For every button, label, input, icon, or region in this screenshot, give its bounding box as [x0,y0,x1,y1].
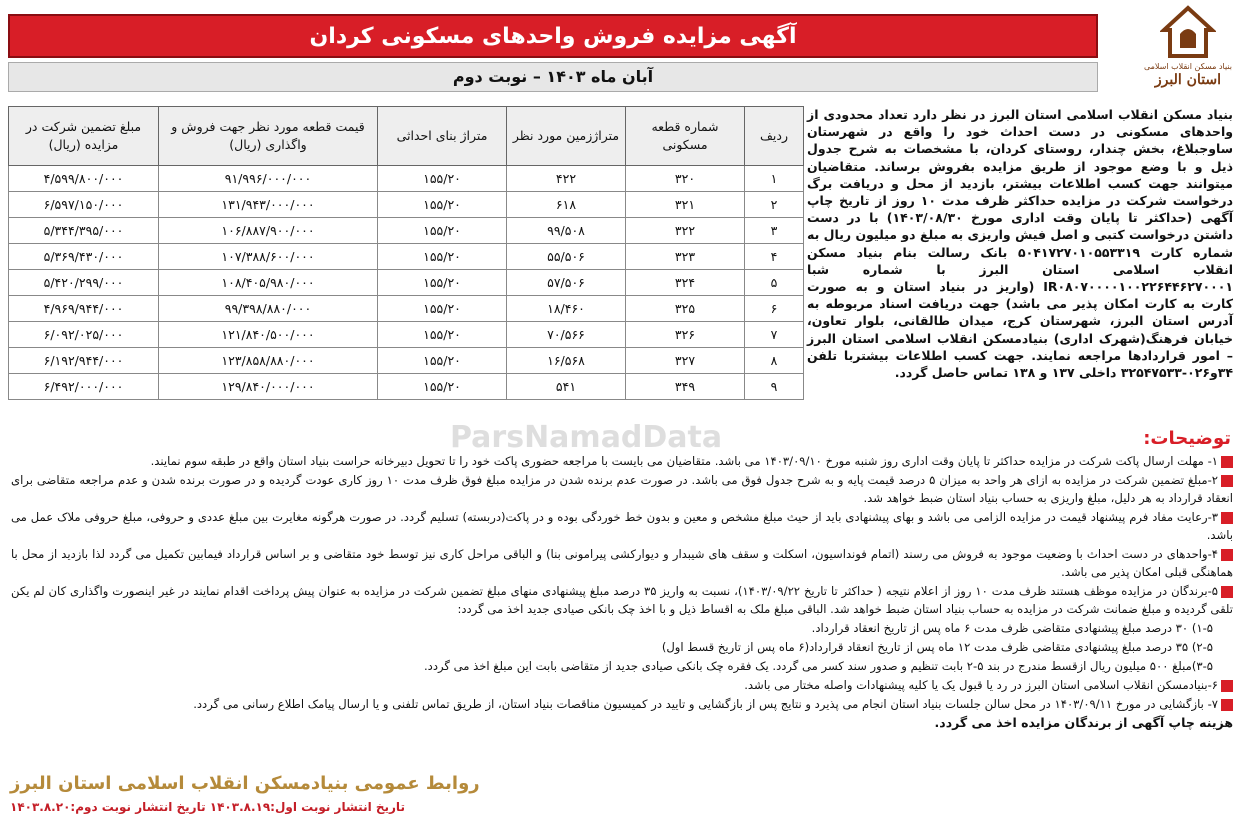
table-cell: ۱۰۷/۳۸۸/۶۰۰/۰۰۰ [159,244,378,270]
table-cell: ۵/۳۶۹/۴۳۰/۰۰۰ [9,244,159,270]
col-header-row-number: ردیف [745,107,804,166]
table-cell: ۱۲۱/۸۴۰/۵۰۰/۰۰۰ [159,322,378,348]
table-cell: ۳۲۶ [626,322,745,348]
table-row [9,296,804,322]
organization-logo [1143,4,1233,104]
table-cell: ۳۲۳ [626,244,745,270]
bullet-icon [1221,699,1233,711]
note-item: ۵-برندگان در مزایده موظف هستند ظرف مدت ۱۰ روز از اعلام نتیجه ( حداکثر تا تاریخ ۱۴۰۳/۰۹/۲۲)، نسبت به واریز ۳۵ درصد مبلغ پیشنهادی منهای مبلغ تضمین شرکت در مزایده به عنوان پیش پرداخت اقدام نمایند در غیر اینصورت واگذاری کان لم یکن تلقی گردیده و مبلغ ضمانت شرکت در مزایده به حساب بنیاد استان ضبط خواهد شد. الباقی مبلغ ملک به اقساط ذیل و با اخذ چک بانکی صیادی جدید اخذ می گردد: [11,584,1233,616]
col-header-price: قیمت قطعه مورد نظر جهت فروش و واگذاری (ریال) [159,107,378,166]
table-cell: ۱۵۵/۲۰ [378,348,507,374]
table-cell: ۳۲۲ [626,218,745,244]
note-item: ۱- مهلت ارسال پاکت شرکت در مزایده حداکثر تا پایان وقت اداری روز شنبه مورخ ۱۴۰۳/۰۹/۱۰ می باشد. متقاضیان می بایست با مراجعه حضوری پاکت خود را تا تحویل دبیرخانه حراست بنیاد استان واقع در طبقه سوم نمایند. [11,452,1233,470]
col-header-guarantee: مبلغ تضمین شرکت در مزایده (ریال) [9,107,159,166]
table-cell: ۶۱۸ [507,192,626,218]
note-item: ۲-مبلغ تضمین شرکت در مزایده به ازای هر واحد به میزان ۵ درصد قیمت پایه و به شرح جدول فوق می باشد. در صورت عدم برنده شدن در مزایده مبلغ فوق ظرف مدت ۱۰ روز کاری عودت گردیده و در صورت برنده شدن و عدم مراجعه متقاضی برای انعقاد قرارداد به هر دلیل، مبلغ واریزی به حساب بنیاد استان ضبط خواهد شد. [11,473,1233,505]
table-cell: ۵ [745,270,804,296]
notes-title: توضیحات: [1143,428,1231,449]
sub-note-item: ۳-۵)مبلغ ۵۰۰ میلیون ریال ازقسط مندرج در بند ۵-۲ بابت تنظیم و صدور سند کسر می گردد. یک فقره چک بانکی صیادی جدید از متقاضی بابت این مبلغ اخذ می گردد. [423,659,1213,673]
table-cell: ۳ [745,218,804,244]
table-row [9,166,804,192]
table-cell: ۶/۵۹۷/۱۵۰/۰۰۰ [9,192,159,218]
note-item: ۴-واحدهای در دست احداث با وضعیت موجود به فروش می رسند (اتمام فونداسیون، اسکلت و سقف های شیبدار و دیوارکشی پیرامونی بنا) و الباقی مراحل کاری نیز توسط خود متقاضی و بر اساس قرارداد فیمابین تکمیل می گردد لذا بازدید از محل با هماهنگی قبلی امکان پذیر می باشد. [11,547,1233,579]
note-item: ۷- بازگشایی در مورخ ۱۴۰۳/۰۹/۱۱ در محل سالن جلسات بنیاد استان انجام می پذیرد و نتایج پس از بازگشایی و تایید در کمیسیون مناقصات بنیاد استان، از طریق تماس تلفنی و یا ارسال پیامک اطلاع رسانی می گردد. [11,695,1233,713]
table-cell: ۸ [745,348,804,374]
table-cell: ۶/۴۹۲/۰۰۰/۰۰۰ [9,374,159,400]
table-cell: ۱۵۵/۲۰ [378,192,507,218]
page-subtitle: آبان ماه ۱۴۰۳ – نوبت دوم [8,62,1098,92]
bullet-icon [1221,586,1233,598]
table-cell: ۱۶/۵۶۸ [507,348,626,374]
table-header-row [9,107,804,166]
table-cell: ۷۰/۵۶۶ [507,322,626,348]
sub-note-item: ۱-۵) ۳۰ درصد مبلغ پیشنهادی متقاضی ظرف مدت ۶ ماه پس از تاریخ انعقاد قرارداد. [811,621,1213,635]
table-row [9,348,804,374]
table-row [9,322,804,348]
col-header-building-area: متراژ بنای احداثی [378,107,507,166]
table-cell: ۱۲۹/۸۴۰/۰۰۰/۰۰۰ [159,374,378,400]
notes-section [11,452,1233,733]
table-cell: ۷ [745,322,804,348]
table-cell: ۶/۱۹۲/۹۴۴/۰۰۰ [9,348,159,374]
bullet-icon [1221,680,1233,692]
logo-org-text: بنیاد مسکن انقلاب اسلامی [1143,62,1233,71]
note-item: ۳-رعایت مفاد فرم پیشنهاد قیمت در مزایده الزامی می باشد و بهای پیشنهادی باید از حیث مبلغ مشخص و معین و بدون خط خوردگی بوده و در پاکت(دربسته) تسلیم گردد. در صورت هرگونه مغایرت بین مبلغ عددی و حروفی، مبلغ حروفی ملاک عمل می باشد. [11,510,1233,542]
table-cell: ۳۲۱ [626,192,745,218]
table-cell: ۱۵۵/۲۰ [378,270,507,296]
col-header-land-area: متراژزمین مورد نظر [507,107,626,166]
table-cell: ۹ [745,374,804,400]
footer-dates: تاریخ انتشار نوبت اول:۱۴۰۳.۸.۱۹ تاریخ انتشار نوبت دوم:۱۴۰۳.۸.۲۰ [10,800,405,814]
table-cell: ۱۰۶/۸۸۷/۹۰۰/۰۰۰ [159,218,378,244]
table-cell: ۵۵/۵۰۶ [507,244,626,270]
bullet-icon [1221,549,1233,561]
table-cell: ۹۱/۹۹۶/۰۰۰/۰۰۰ [159,166,378,192]
footer-org: روابط عمومی بنیادمسکن انقلاب اسلامی استان البرز [10,773,480,794]
sub-note-item: ۲-۵) ۳۵ درصد مبلغ پیشنهادی متقاضی ظرف مدت ۱۲ ماه پس از تاریخ انعقاد قرارداد(۶ ماه پس از تاریخ قسط اول) [661,640,1213,654]
table-cell: ۵۴۱ [507,374,626,400]
table-cell: ۹۹/۵۰۸ [507,218,626,244]
auction-table [8,106,804,400]
col-header-plot-number: شماره قطعه مسکونی [626,107,745,166]
table-cell: ۴ [745,244,804,270]
table-cell: ۱۵۵/۲۰ [378,218,507,244]
house-emblem-icon [1160,4,1216,60]
table-cell: ۱۵۵/۲۰ [378,244,507,270]
table-row [9,192,804,218]
bullet-icon [1221,475,1233,487]
table-cell: ۶ [745,296,804,322]
table-cell: ۱۵۵/۲۰ [378,374,507,400]
table-cell: ۹۹/۳۹۸/۸۸۰/۰۰۰ [159,296,378,322]
bullet-icon [1221,456,1233,468]
final-note: هزینه چاپ آگهی از برندگان مزایده اخذ می گردد. [934,715,1233,730]
table-cell: ۱۵۵/۲۰ [378,296,507,322]
table-cell: ۵/۳۴۴/۳۹۵/۰۰۰ [9,218,159,244]
table-cell: ۴/۵۹۹/۸۰۰/۰۰۰ [9,166,159,192]
table-cell: ۱۳۱/۹۴۳/۰۰۰/۰۰۰ [159,192,378,218]
table-cell: ۵۷/۵۰۶ [507,270,626,296]
logo-province-text: استان البرز [1154,72,1222,88]
table-cell: ۳۴۹ [626,374,745,400]
watermark: ParsNamadData [450,420,723,455]
table-cell: ۵/۴۲۰/۲۹۹/۰۰۰ [9,270,159,296]
table-row [9,270,804,296]
table-row [9,244,804,270]
table-row [9,374,804,400]
page-title: آگهی مزایده فروش واحدهای مسکونی کردان [8,14,1098,58]
table-cell: ۳۲۷ [626,348,745,374]
table-cell: ۱۲۳/۸۵۸/۸۸۰/۰۰۰ [159,348,378,374]
table-cell: ۱۵۵/۲۰ [378,166,507,192]
table-cell: ۳۲۵ [626,296,745,322]
table-cell: ۱۸/۴۶۰ [507,296,626,322]
table-cell: ۱۰۸/۴۰۵/۹۸۰/۰۰۰ [159,270,378,296]
table-cell: ۲ [745,192,804,218]
table-cell: ۳۲۴ [626,270,745,296]
table-cell: ۶/۰۹۲/۰۲۵/۰۰۰ [9,322,159,348]
table-cell: ۱ [745,166,804,192]
intro-paragraph: بنیاد مسکن انقلاب اسلامی استان البرز در نظر دارد تعداد محدودی از واحدهای مسکونی در دست احداث خود را واقع در شهرستان ساوجبلاغ، بخش چندار، روستای کردان، با مشخصات به شرح جدول ذیل و با وضع موجود از طریق مزایده بفروش برساند. متقاضیان میتوانند جهت کسب اطلاعات بیشتر، بازدید از محل و دریافت برگ درخواست شرکت در مزایده حداکثر ظرف مدت ۱۰ روز از تاریخ چاپ آگهی (حداکثر تا پایان وقت اداری مورخ ۱۴۰۳/۰۸/۳۰) با در دست داشتن درخواست کتبی و اصل فیش واریزی به مبلغ دو میلیون ریال به شماره کارت ۵۰۴۱۷۲۷۰۱۰۵۵۳۳۱۹ بانک رسالت بنام بنیاد مسکن انقلاب اسلامی استان البرز با شماره شبا IR۰۸۰۷۰۰۰۰۱۰۰۲۲۶۴۴۶۲۷۰۰۰۱ (واریز در بنیاد استان و به صورت کارت به کارت امکان پذیر می باشد) جهت دریافت اسناد مربوطه به آدرس استان البرز، شهرستان کرج، میدان طالقانی، بلوار تعاون، خیابان فرهنگ(شهرک اداری) بنیادمسکن انقلاب اسلامی استان البرز – امور قراردادها مراجعه نمایند. جهت کسب اطلاعات بیشتربا تلفن ۳۴و۰۲۶-۳۲۵۴۷۵۳۳ داخلی ۱۳۷ و ۱۳۸ تماس حاصل گردد. [807,107,1233,381]
table-cell: ۴/۹۶۹/۹۴۴/۰۰۰ [9,296,159,322]
table-row [9,218,804,244]
note-item: ۶-بنیادمسکن انقلاب اسلامی استان البرز در رد یا قبول یک یا کلیه پیشنهادات واصله مختار می باشد. [11,676,1233,694]
table-cell: ۱۵۵/۲۰ [378,322,507,348]
table-cell: ۴۲۲ [507,166,626,192]
bullet-icon [1221,512,1233,524]
table-cell: ۳۲۰ [626,166,745,192]
